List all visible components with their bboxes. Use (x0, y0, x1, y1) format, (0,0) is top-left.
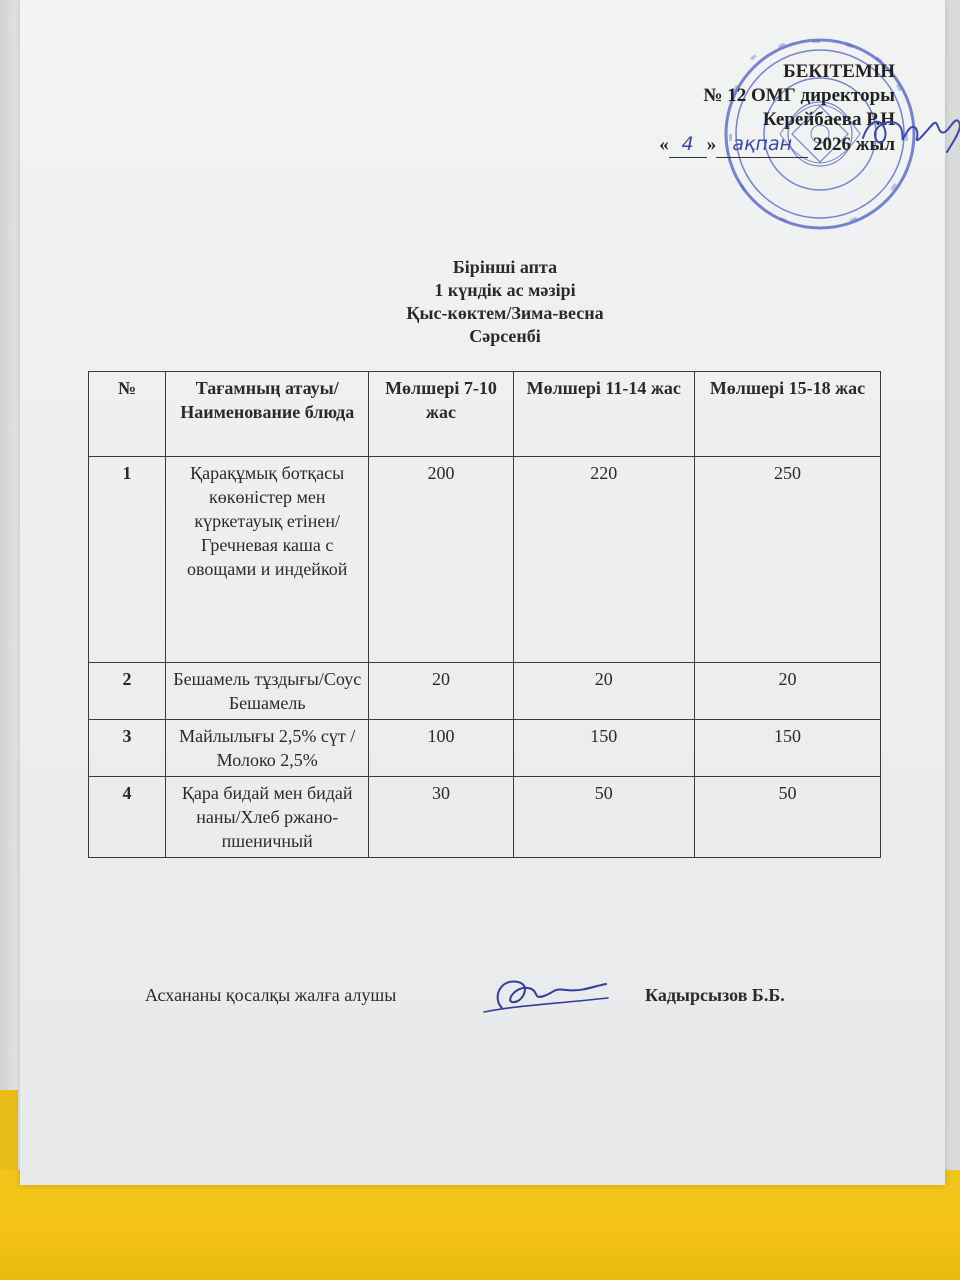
header-number: № (89, 372, 166, 457)
approval-date-month: ақпан (732, 133, 793, 155)
header-dish-name: Тағамның атауы/ Наименование блюда (166, 372, 369, 457)
approval-date-day: 4 (681, 133, 694, 155)
portion-11-14: 50 (513, 777, 694, 858)
header-age-15-18: Мөлшері 15-18 жас (694, 372, 880, 457)
portion-11-14: 220 (513, 457, 694, 663)
season-title: Қыс-көктем/Зима-весна (406, 303, 604, 323)
day-title: Сәрсенбі (469, 326, 541, 346)
director-signature-icon (855, 102, 960, 162)
footer-role: Асхананы қосалқы жалға алушы (145, 985, 397, 1005)
table-header-row (89, 372, 881, 457)
approval-title: БЕКІТЕМІН (783, 61, 895, 82)
portion-7-10: 20 (369, 663, 513, 720)
approval-date-year: 2026 жыл (812, 134, 895, 155)
portion-7-10: 100 (369, 720, 513, 777)
tenant-signature-icon (482, 968, 612, 1020)
portion-15-18: 150 (694, 720, 880, 777)
header-age-11-14: Мөлшері 11-14 жас (513, 372, 694, 457)
dish-name: Бешамель тұздығы/Соус Бешамель (166, 663, 369, 720)
yellow-frame-edge (0, 1090, 18, 1170)
header-age-7-10: Мөлшері 7-10 жас (369, 372, 513, 457)
portion-11-14: 150 (513, 720, 694, 777)
week-title: Бірінші апта (452, 257, 558, 277)
approval-director-name: Керейбаева Р.Н (762, 109, 895, 130)
dish-name: Қара бидай мен бидай наны/Хлеб ржано-пшеничный (166, 777, 369, 858)
menu-table (88, 371, 881, 858)
table-row (89, 457, 881, 663)
row-number: 3 (89, 720, 166, 777)
table-row (89, 663, 881, 720)
portion-15-18: 50 (694, 777, 880, 858)
portion-7-10: 200 (369, 457, 513, 663)
menu-sheet (20, 0, 945, 1185)
yellow-frame (0, 1170, 960, 1280)
portion-7-10: 30 (369, 777, 513, 858)
approval-position: № 12 ОМГ директоры (703, 85, 895, 106)
footer-name: Кадырсызов Б.Б. (645, 985, 785, 1005)
dish-name: Қарақұмық ботқасы көкөністер мен күркетауық етінен/Гречневая каша с овощами и индейкой (166, 457, 369, 663)
portion-11-14: 20 (513, 663, 694, 720)
row-number: 1 (89, 457, 166, 663)
table-row (89, 720, 881, 777)
menu-title: 1 күндік ас мәзірі (434, 280, 576, 300)
approval-date: « 4 » ақпан 2026 жыл (659, 132, 895, 158)
portion-15-18: 250 (694, 457, 880, 663)
row-number: 2 (89, 663, 166, 720)
table-row (89, 777, 881, 858)
portion-15-18: 20 (694, 663, 880, 720)
menu-heading (320, 256, 690, 348)
row-number: 4 (89, 777, 166, 858)
dish-name: Майлылығы 2,5% сүт /Молоко 2,5% (166, 720, 369, 777)
